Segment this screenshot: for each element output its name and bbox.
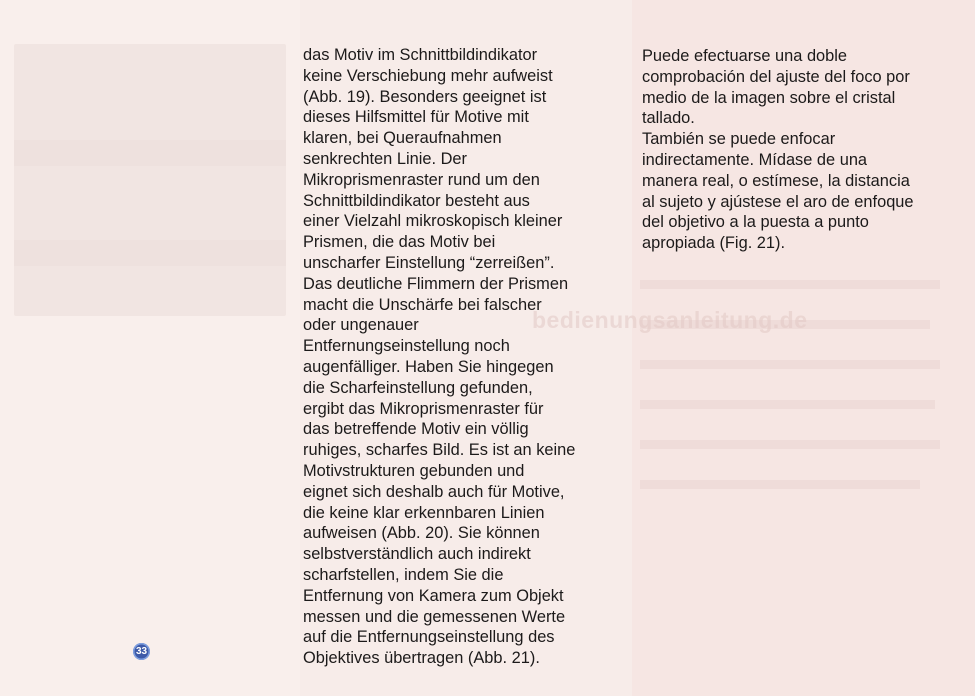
german-text-line: Entfernung von Kamera zum Objekt	[303, 586, 564, 605]
spanish-text-column	[642, 46, 914, 254]
spanish-text-line: tallado.	[642, 109, 695, 128]
german-text-line: unscharfer Einstellung “zerreißen”.	[303, 253, 555, 272]
german-text-line: ruhiges, scharfes Bild. Es ist an keine	[303, 441, 576, 460]
german-text-line: auf die Entfernungseinstellung des	[303, 628, 555, 647]
german-text-line: die Scharfeinstellung gefunden,	[303, 378, 533, 397]
left-page-area	[0, 0, 300, 696]
page-number-badge: 33	[133, 643, 150, 660]
german-text-line: einer Vielzahl mikroskopisch kleiner	[303, 212, 563, 231]
faded-photo-area	[14, 44, 286, 316]
german-text-line: das Motiv im Schnittbildindikator	[303, 46, 538, 64]
german-text-column	[303, 45, 575, 669]
german-text-line: (Abb. 19). Besonders geeignet ist	[303, 87, 547, 106]
spanish-text-line: También se puede enfocar	[642, 130, 836, 149]
spanish-text-line: del objetivo a la puesta a punto	[642, 213, 869, 232]
german-text-line: Objektives übertragen (Abb. 21).	[303, 649, 540, 668]
german-text-line: senkrechten Linie. Der	[303, 149, 467, 168]
show-through-line	[640, 480, 920, 489]
german-text-line: das betreffende Motiv ein völlig	[303, 420, 529, 439]
german-text-line: ergibt das Mikroprismenraster für	[303, 399, 544, 418]
show-through-line	[640, 440, 940, 449]
spanish-text-line: medio de la imagen sobre el cristal	[642, 88, 896, 107]
german-text-line: augenfälliger. Haben Sie hingegen	[303, 357, 554, 376]
german-text-line: Das deutliche Flimmern der Prismen	[303, 274, 569, 293]
german-text-line: oder ungenauer	[303, 316, 419, 335]
spanish-text-line: apropiada (Fig. 21).	[642, 234, 786, 253]
spanish-text-line: al sujeto y ajústese el aro de enfoque	[642, 192, 914, 211]
german-text-line: Entfernungseinstellung noch	[303, 337, 510, 356]
german-text-line: aufweisen (Abb. 20). Sie können	[303, 524, 540, 543]
show-through-line	[640, 360, 940, 369]
german-text-line: Prismen, die das Motiv bei	[303, 233, 496, 252]
spanish-text-line: comprobación del ajuste del foco por	[642, 67, 910, 86]
spanish-text-line: manera real, o estímese, la distancia	[642, 171, 910, 190]
german-text-line: Schnittbildindikator besteht aus	[303, 191, 530, 210]
watermark: bedienungsanleitung.de	[532, 307, 808, 333]
german-text-line: klaren, bei Queraufnahmen	[303, 129, 502, 148]
german-text-line: dieses Hilfsmittel für Motive mit	[303, 108, 529, 127]
faded-band	[14, 240, 286, 266]
faded-band	[14, 140, 286, 166]
german-text-line: messen und die gemessenen Werte	[303, 607, 566, 626]
show-through-line	[640, 280, 940, 289]
german-text-line: keine Verschiebung mehr aufweist	[303, 66, 553, 85]
german-text-line: selbstverständlich auch indirekt	[303, 545, 531, 564]
spanish-text-line: indirectamente. Mídase de una	[642, 150, 868, 169]
show-through-line	[640, 400, 935, 409]
german-text-line: Mikroprismenraster rund um den	[303, 170, 540, 189]
german-text-line: Motivstrukturen gebunden und	[303, 461, 525, 480]
german-text-line: die keine klar erkennbaren Linien	[303, 503, 545, 522]
german-text-line: eignet sich deshalb auch für Motive,	[303, 482, 565, 501]
german-text-line: scharfstellen, indem Sie die	[303, 565, 504, 584]
german-text-line: macht die Unschärfe bei falscher	[303, 295, 542, 314]
spanish-text-line: Puede efectuarse una doble	[642, 47, 848, 65]
